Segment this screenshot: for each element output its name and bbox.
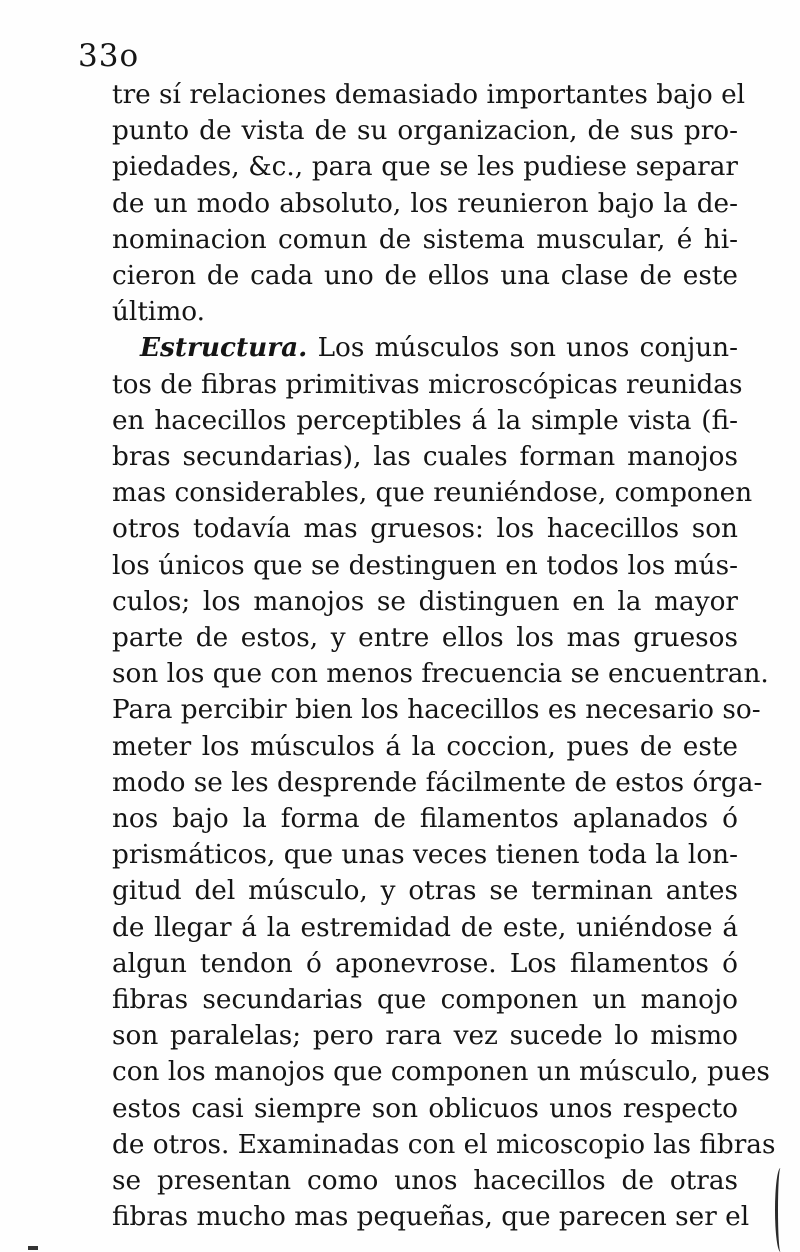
- text-line: nominacion comun de sistema muscular, é hi-: [112, 224, 738, 255]
- text-line: nos bajo la forma de filamentos aplanados ó: [112, 804, 738, 835]
- text-line: otros todavía mas gruesos: los hacecillos son: [112, 514, 738, 545]
- text-line: piedades, &c., para que se les pudiese separar: [112, 152, 738, 183]
- text-line: prismáticos, que unas veces tienen toda la lon-: [112, 840, 738, 871]
- text-line: culos; los manojos se distinguen en la mayor: [112, 586, 738, 617]
- text-line: parte de estos, y entre ellos los mas gruesos: [112, 623, 738, 654]
- text-line: meter los músculos á la coccion, pues de este: [112, 731, 738, 762]
- page-number: 33o: [78, 38, 140, 74]
- text-line: bras secundarias), las cuales forman manojos: [112, 442, 738, 473]
- text-line: tre sí relaciones demasiado importantes bajo el: [112, 80, 746, 110]
- text-line: se presentan como unos hacecillos de otras: [112, 1166, 738, 1197]
- text-line: de llegar á la estremidad de este, uniéndose á: [112, 912, 738, 943]
- text-line: fibras mucho mas pequeñas, que parecen ser el: [112, 1202, 750, 1233]
- text-line: son los que con menos frecuencia se encuentran.: [112, 659, 769, 690]
- text-line: fibras secundarias que componen un manojo: [112, 985, 738, 1016]
- text-line: algun tendon ó aponevrose. Los filamentos ó: [112, 948, 738, 979]
- text-line: tos de fibras primitivas microscópicas reunidas: [112, 369, 743, 400]
- text-line: Para percibir bien los hacecillos es necesario so-: [112, 695, 761, 726]
- text-line: cieron de cada uno de ellos una clase de este: [112, 261, 738, 292]
- paragraph-continuation: [112, 77, 746, 330]
- text-line: estos casi siempre son oblicuos unos respecto: [112, 1093, 738, 1124]
- text-line: [112, 330, 738, 366]
- text-line: modo se les desprende fácilmente de estos órga-: [112, 767, 763, 798]
- text-line-fragment: Los músculos son unos conjun-: [317, 333, 739, 364]
- text-line: último.: [112, 297, 205, 328]
- paragraph-estructura: [112, 330, 776, 1235]
- section-heading: Estructura.: [140, 332, 308, 364]
- text-line: gitud del músculo, y otras se terminan antes: [112, 876, 738, 907]
- text-line: mas considerables, que reuniéndose, componen: [112, 478, 753, 509]
- text-line: en hacecillos perceptibles á la simple vista (fi-: [112, 405, 738, 436]
- scan-speck: [28, 1246, 38, 1250]
- text-line: los únicos que se destinguen en todos los mús-: [112, 550, 738, 581]
- page-edge-mark: [775, 1168, 786, 1252]
- text-line: punto de vista de su organizacion, de sus pro-: [112, 116, 738, 147]
- text-line: son paralelas; pero rara vez sucede lo mismo: [112, 1021, 738, 1052]
- text-line: con los manojos que componen un músculo, pues: [112, 1057, 770, 1088]
- body-text: [112, 77, 776, 1236]
- text-line: de un modo absoluto, los reunieron bajo la de-: [112, 188, 738, 219]
- text-line: de otros. Examinadas con el micoscopio las fibras: [112, 1129, 776, 1160]
